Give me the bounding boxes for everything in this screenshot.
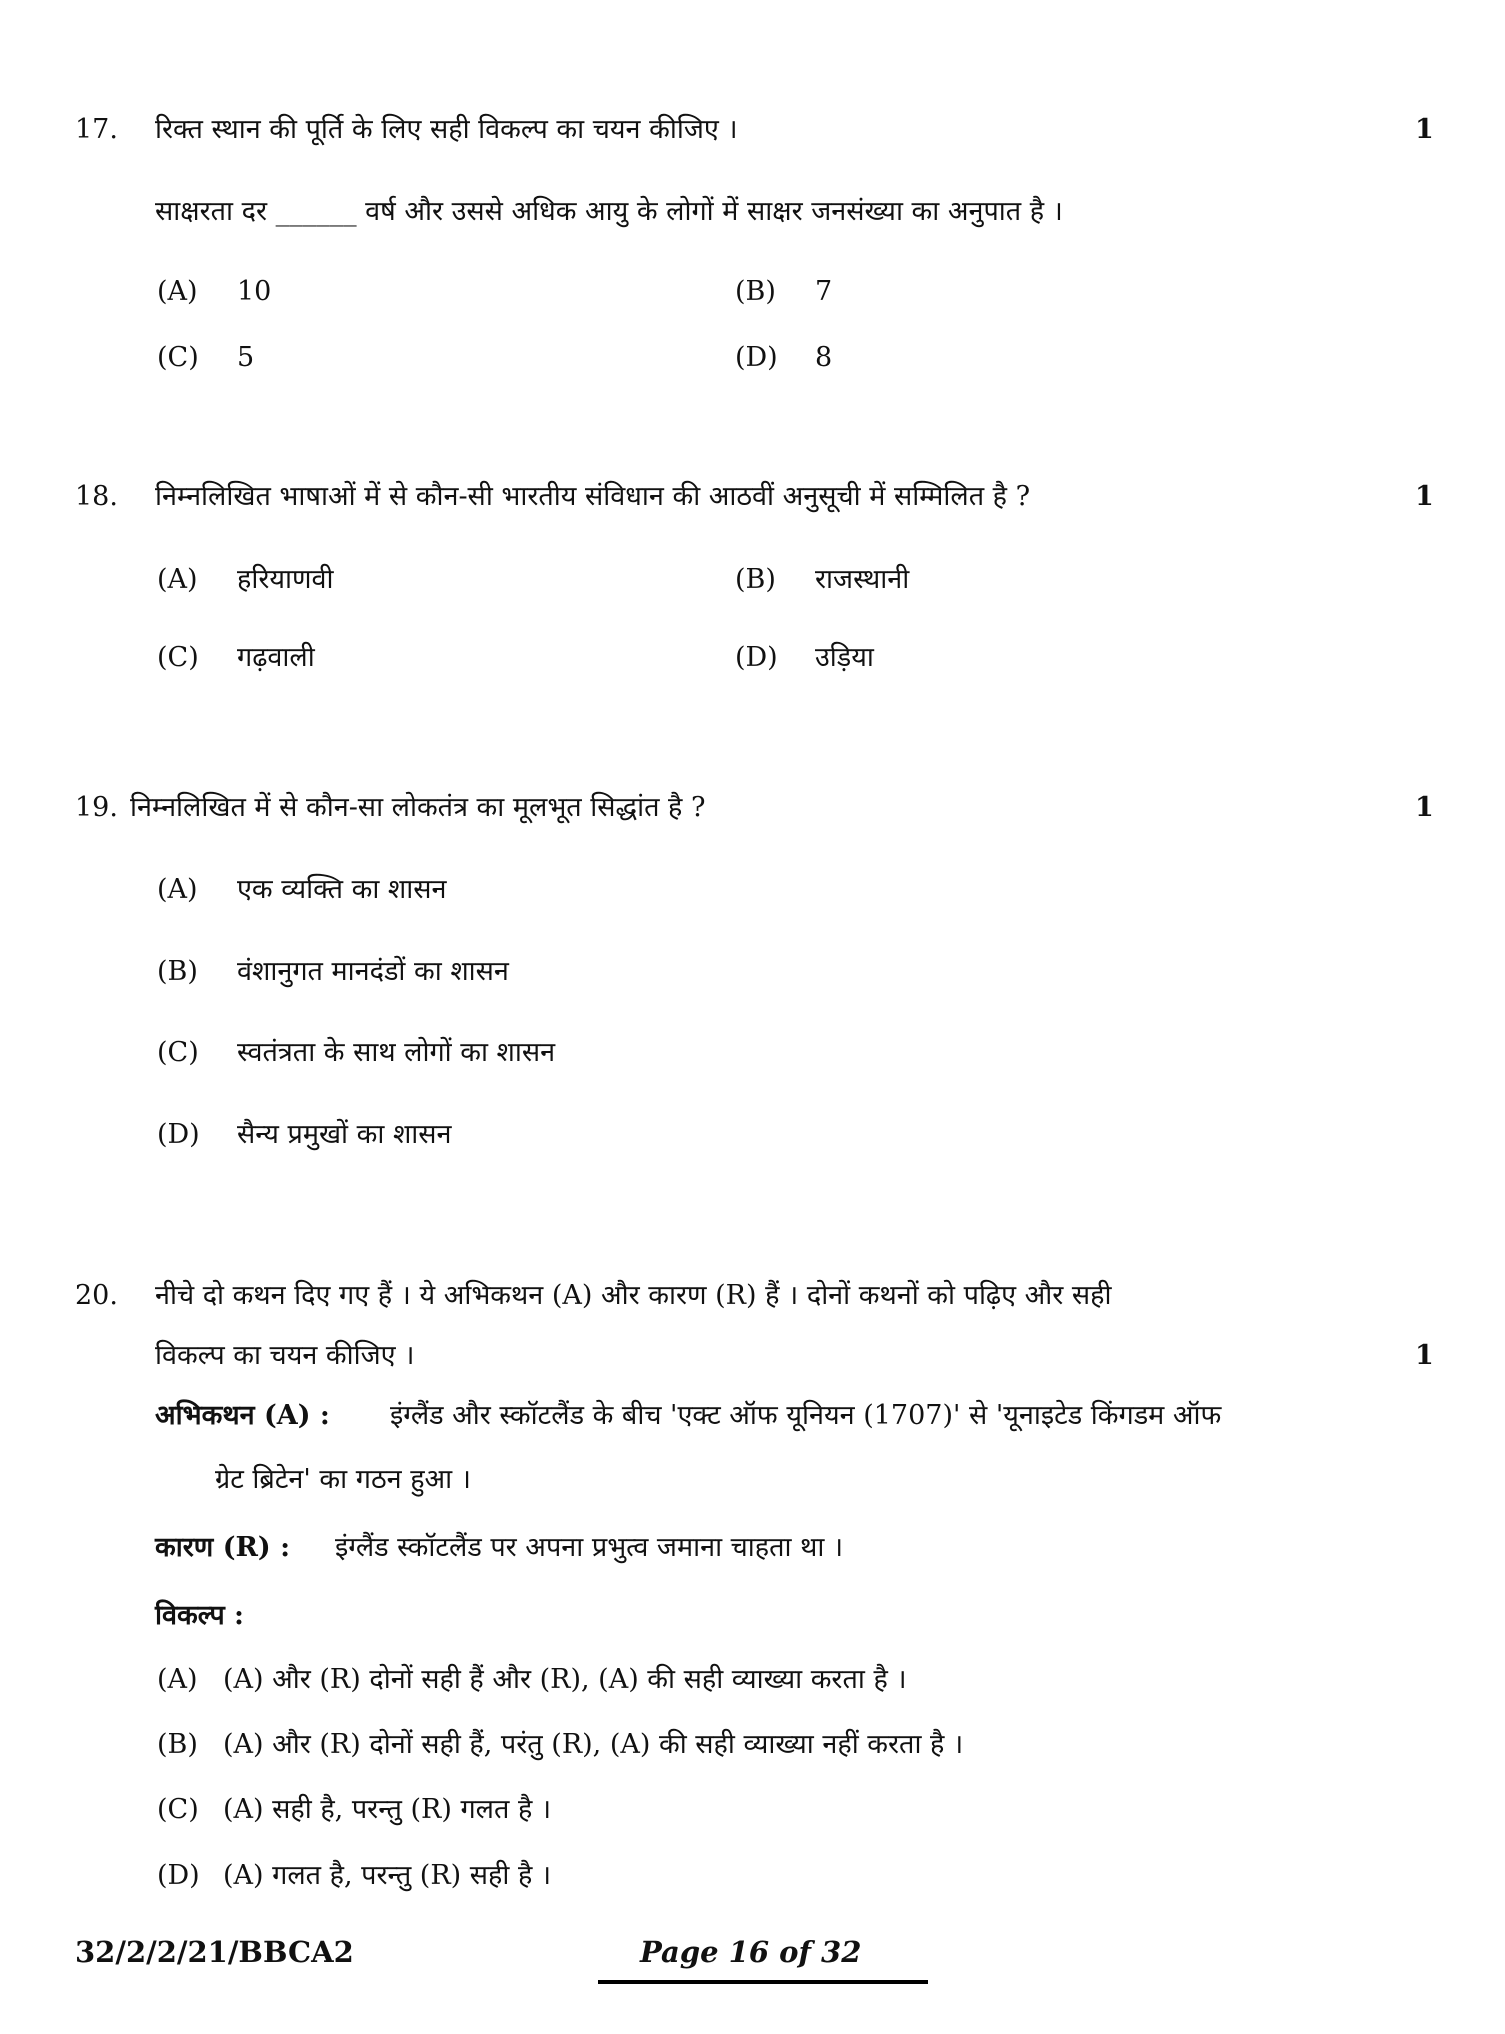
option-label: (D) <box>157 1119 200 1150</box>
page-number: Page 16 of 32 <box>640 1935 862 1969</box>
option-text: गढ़वाली <box>237 642 315 673</box>
option-c <box>157 1796 551 1823</box>
option-text: राजस्थानी <box>815 564 910 595</box>
option-d <box>735 344 832 371</box>
option-label: (A) <box>157 276 198 307</box>
option-label: (B) <box>157 1729 198 1760</box>
option-label: (C) <box>157 1037 199 1068</box>
option-text: स्वतंत्रता के साथ लोगों का शासन <box>237 1037 556 1068</box>
option-label: (A) <box>157 1664 198 1695</box>
question-text: नीचे दो कथन दिए गए हैं । ये अभिकथन (A) और कारण (R) हैं । दोनों कथनों को पढ़िए और सही <box>155 1280 1112 1311</box>
option-b <box>157 958 509 985</box>
option-label: (D) <box>157 1860 200 1891</box>
option-label: (B) <box>735 564 776 595</box>
option-a <box>157 278 271 305</box>
option-text: हरियाणवी <box>237 564 334 595</box>
option-c <box>157 344 254 371</box>
option-a <box>157 876 446 903</box>
question-text: निम्नलिखित भाषाओं में से कौन-सी भारतीय संविधान की आठवीं अनुसूची में सम्मिलित है ? <box>155 481 1031 512</box>
question-number: 17. <box>75 114 118 145</box>
option-b <box>157 1731 963 1758</box>
option-c <box>157 1039 555 1066</box>
option-text: वंशानुगत मानदंडों का शासन <box>237 956 509 987</box>
option-d <box>157 1121 452 1148</box>
option-text: (A) और (R) दोनों सही हैं, परंतु (R), (A) की सही व्याख्या नहीं करता है । <box>223 1729 964 1760</box>
assertion-text: इंग्लैंड और स्कॉटलैंड के बीच 'एक्ट ऑफ यूनियन (1707)' से 'यूनाइटेड किंगडम ऑफ <box>390 1400 1222 1431</box>
option-d <box>735 644 874 671</box>
option-b <box>735 278 832 305</box>
option-text: एक व्यक्ति का शासन <box>237 874 447 905</box>
option-text: 5 <box>237 342 255 373</box>
option-label: (A) <box>157 564 198 595</box>
option-text: 7 <box>815 276 833 307</box>
question-marks: 1 <box>1415 114 1434 145</box>
option-text: (A) और (R) दोनों सही हैं और (R), (A) की सही व्याख्या करता है । <box>223 1664 907 1695</box>
option-c <box>157 644 315 671</box>
option-text: 8 <box>815 342 833 373</box>
option-label: (A) <box>157 874 198 905</box>
option-d <box>157 1862 551 1889</box>
option-label: (C) <box>157 342 199 373</box>
option-label: (D) <box>735 342 778 373</box>
option-text: (A) गलत है, परन्तु (R) सही है । <box>223 1860 552 1891</box>
option-text: उड़िया <box>815 642 874 673</box>
question-number: 20. <box>75 1280 118 1311</box>
question-marks: 1 <box>1415 792 1434 823</box>
paper-code: 32/2/2/21/BBCA2 <box>75 1935 354 1969</box>
question-number: 19. <box>75 792 118 823</box>
option-b <box>735 566 909 593</box>
question-marks: 1 <box>1415 1340 1434 1371</box>
question-marks: 1 <box>1415 481 1434 512</box>
choices-label: विकल्प : <box>155 1600 245 1631</box>
option-text: सैन्य प्रमुखों का शासन <box>237 1119 452 1150</box>
question-text: निम्नलिखित में से कौन-सा लोकतंत्र का मूलभूत सिद्धांत है ? <box>130 792 706 823</box>
assertion-text-line2: ग्रेट ब्रिटेन' का गठन हुआ । <box>215 1464 471 1495</box>
question-text: रिक्त स्थान की पूर्ति के लिए सही विकल्प का चयन कीजिए । <box>155 114 738 145</box>
option-label: (D) <box>735 642 778 673</box>
assertion-label: अभिकथन (A) : <box>155 1400 330 1431</box>
option-label: (C) <box>157 1794 199 1825</box>
option-label: (B) <box>157 956 198 987</box>
option-label: (B) <box>735 276 776 307</box>
question-number: 18. <box>75 481 118 512</box>
option-a <box>157 566 334 593</box>
option-text: 10 <box>237 276 272 307</box>
option-label: (C) <box>157 642 199 673</box>
page-number-underline <box>598 1980 928 1984</box>
option-a <box>157 1666 907 1693</box>
reason-label: कारण (R) : <box>155 1532 291 1563</box>
question-text-line2: विकल्प का चयन कीजिए । <box>155 1340 415 1371</box>
option-text: (A) सही है, परन्तु (R) गलत है । <box>223 1794 552 1825</box>
question-text-line2: साक्षरता दर ______ वर्ष और उससे अधिक आयु के लोगों में साक्षर जनसंख्या का अनुपात है । <box>155 196 1063 227</box>
reason-text: इंग्लैंड स्कॉटलैंड पर अपना प्रभुत्व जमाना चाहता था । <box>335 1532 844 1563</box>
